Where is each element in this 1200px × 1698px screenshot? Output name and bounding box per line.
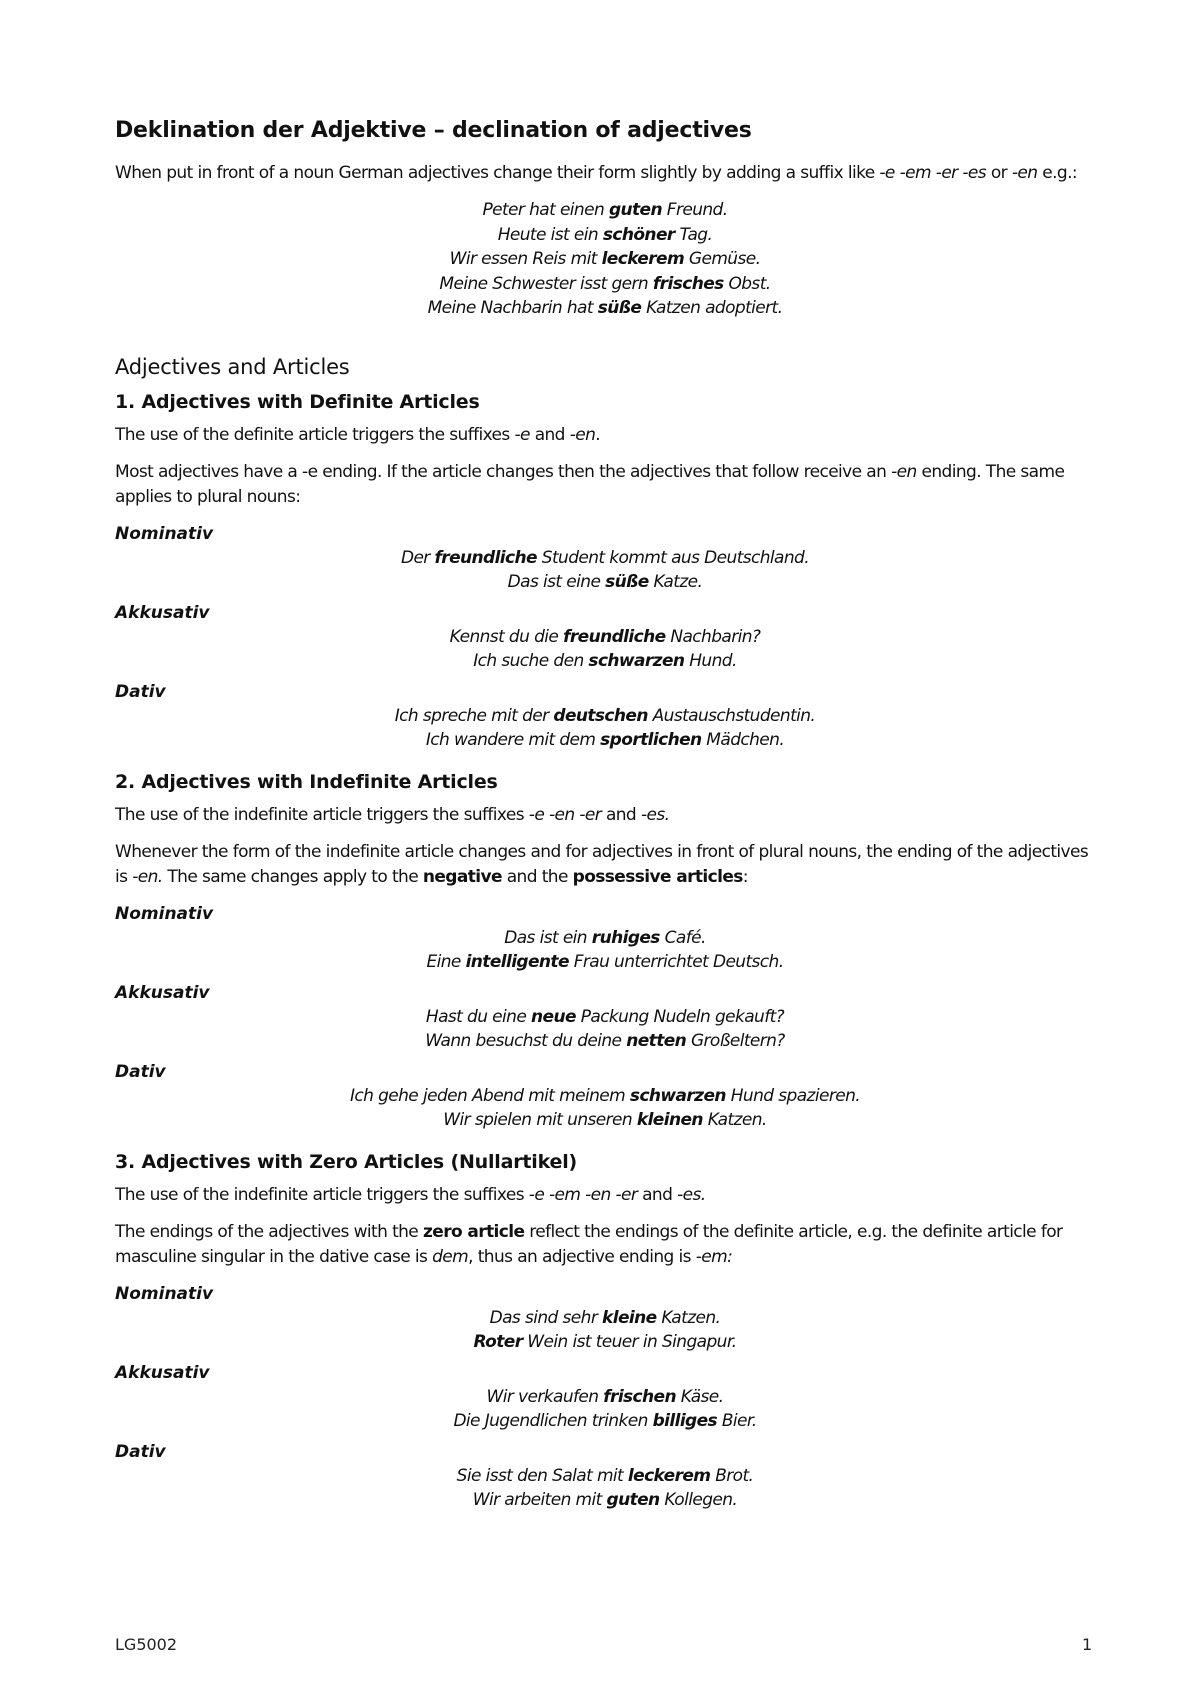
- case-label: Akkusativ: [115, 602, 210, 623]
- example-sentence: Meine Nachbarin hat süße Katzen adoptiert.: [427, 298, 783, 318]
- example-group: [115, 546, 1095, 595]
- example-sentence: Ich spreche mit der deutschen Austauschstudentin.: [394, 705, 816, 726]
- case-label: Akkusativ: [115, 1362, 210, 1383]
- suffix: -es: [962, 163, 987, 183]
- example-group: [115, 926, 1095, 975]
- example-group: [115, 704, 1095, 753]
- example-group: [115, 1385, 1095, 1434]
- example-sentence: Kennst du die freundliche Nachbarin?: [449, 626, 761, 647]
- section-heading: Adjectives and Articles: [115, 354, 350, 379]
- case-label: Dativ: [115, 1061, 166, 1082]
- subsection-heading-zero-article: 3. Adjectives with Zero Articles (Nullartikel): [115, 1150, 577, 1173]
- example-sentence: Das sind sehr kleine Katzen.: [489, 1307, 721, 1328]
- intro-paragraph: [115, 161, 1095, 186]
- example-sentence: Roter Wein ist teuer in Singapur.: [473, 1332, 737, 1352]
- example-sentence: Der freundliche Student kommt aus Deutschland.: [400, 547, 810, 568]
- case-label: Nominativ: [115, 1283, 214, 1304]
- document-title: Deklination der Adjektive – declination of adjectives: [115, 118, 752, 143]
- example-sentence: Wir verkaufen frischen Käse.: [486, 1386, 724, 1407]
- document-content: [115, 118, 1095, 1513]
- example-sentence: Wir essen Reis mit leckerem Gemüse.: [449, 249, 761, 269]
- example-group: [115, 1306, 1095, 1355]
- footer-page-number: 1: [1082, 1635, 1093, 1654]
- example-sentence: Ich wandere mit dem sportlichen Mädchen.: [425, 730, 785, 750]
- example-sentence: Das ist ein ruhiges Café.: [504, 927, 706, 948]
- suffix: -e: [879, 163, 895, 183]
- intro-text: When put in front of a noun German adjectives change their form slightly by adding a suffix like: [115, 163, 880, 183]
- subsection-heading-definite: 1. Adjectives with Definite Articles: [115, 390, 480, 413]
- case-label: Akkusativ: [115, 982, 210, 1003]
- suffix: -en: [1011, 163, 1038, 183]
- example-sentence: Sie isst den Salat mit leckerem Brot.: [456, 1465, 754, 1486]
- example-sentence: Das ist eine süße Katze.: [507, 572, 703, 592]
- example-sentence: Peter hat einen guten Freund.: [482, 200, 728, 220]
- footer-course-code: LG5002: [115, 1635, 178, 1654]
- paragraph: The use of the definite article triggers the suffixes -e and -en.: [115, 424, 601, 445]
- example-group: [115, 1084, 1095, 1133]
- example-group: [115, 1464, 1095, 1513]
- example-group: [115, 625, 1095, 674]
- case-label: Dativ: [115, 681, 166, 702]
- example-sentence: Heute ist ein schöner Tag.: [497, 224, 713, 245]
- example-sentence: Die Jugendlichen trinken billiges Bier.: [453, 1411, 757, 1431]
- case-label: Nominativ: [115, 523, 214, 544]
- case-label: Dativ: [115, 1441, 166, 1462]
- intro-examples: [115, 198, 1095, 321]
- example-sentence: Wir arbeiten mit guten Kollegen.: [472, 1490, 738, 1510]
- suffix: -er: [935, 163, 958, 183]
- example-group: [115, 1005, 1095, 1054]
- intro-text: or: [986, 163, 1012, 183]
- subsection-heading-indefinite: 2. Adjectives with Indefinite Articles: [115, 770, 498, 793]
- example-sentence: Meine Schwester isst gern frisches Obst.: [439, 273, 771, 294]
- paragraph: The endings of the adjectives with the zero article reflect the endings of the definite article, e.g. the definite article for masculine singular in the dative case is dem, thus an adjective ending is -em:: [115, 1221, 1063, 1267]
- suffix: -em: [899, 163, 931, 183]
- paragraph: Whenever the form of the indefinite article changes and for adjectives in front of plural nouns, the ending of the adjectives is -en. The same changes apply to the negative and the possessive articles:: [115, 841, 1089, 887]
- example-sentence: Wir spielen mit unseren kleinen Katzen.: [443, 1110, 767, 1130]
- paragraph: Most adjectives have a -e ending. If the article changes then the adjectives that follow receive an -en ending. The same applies to plural nouns:: [115, 461, 1065, 507]
- example-sentence: Ich suche den schwarzen Hund.: [473, 651, 737, 671]
- example-sentence: Ich gehe jeden Abend mit meinem schwarzen Hund spazieren.: [349, 1085, 861, 1106]
- paragraph: The use of the indefinite article triggers the suffixes -e -em -en -er and -es.: [115, 1184, 706, 1205]
- example-sentence: Hast du eine neue Packung Nudeln gekauft?: [425, 1006, 785, 1027]
- paragraph: The use of the indefinite article triggers the suffixes -e -en -er and -es.: [115, 804, 670, 825]
- intro-text: e.g.:: [1037, 163, 1078, 183]
- example-sentence: Wann besuchst du deine netten Großeltern?: [425, 1031, 785, 1051]
- example-sentence: Eine intelligente Frau unterrichtet Deutsch.: [426, 952, 784, 972]
- case-label: Nominativ: [115, 903, 214, 924]
